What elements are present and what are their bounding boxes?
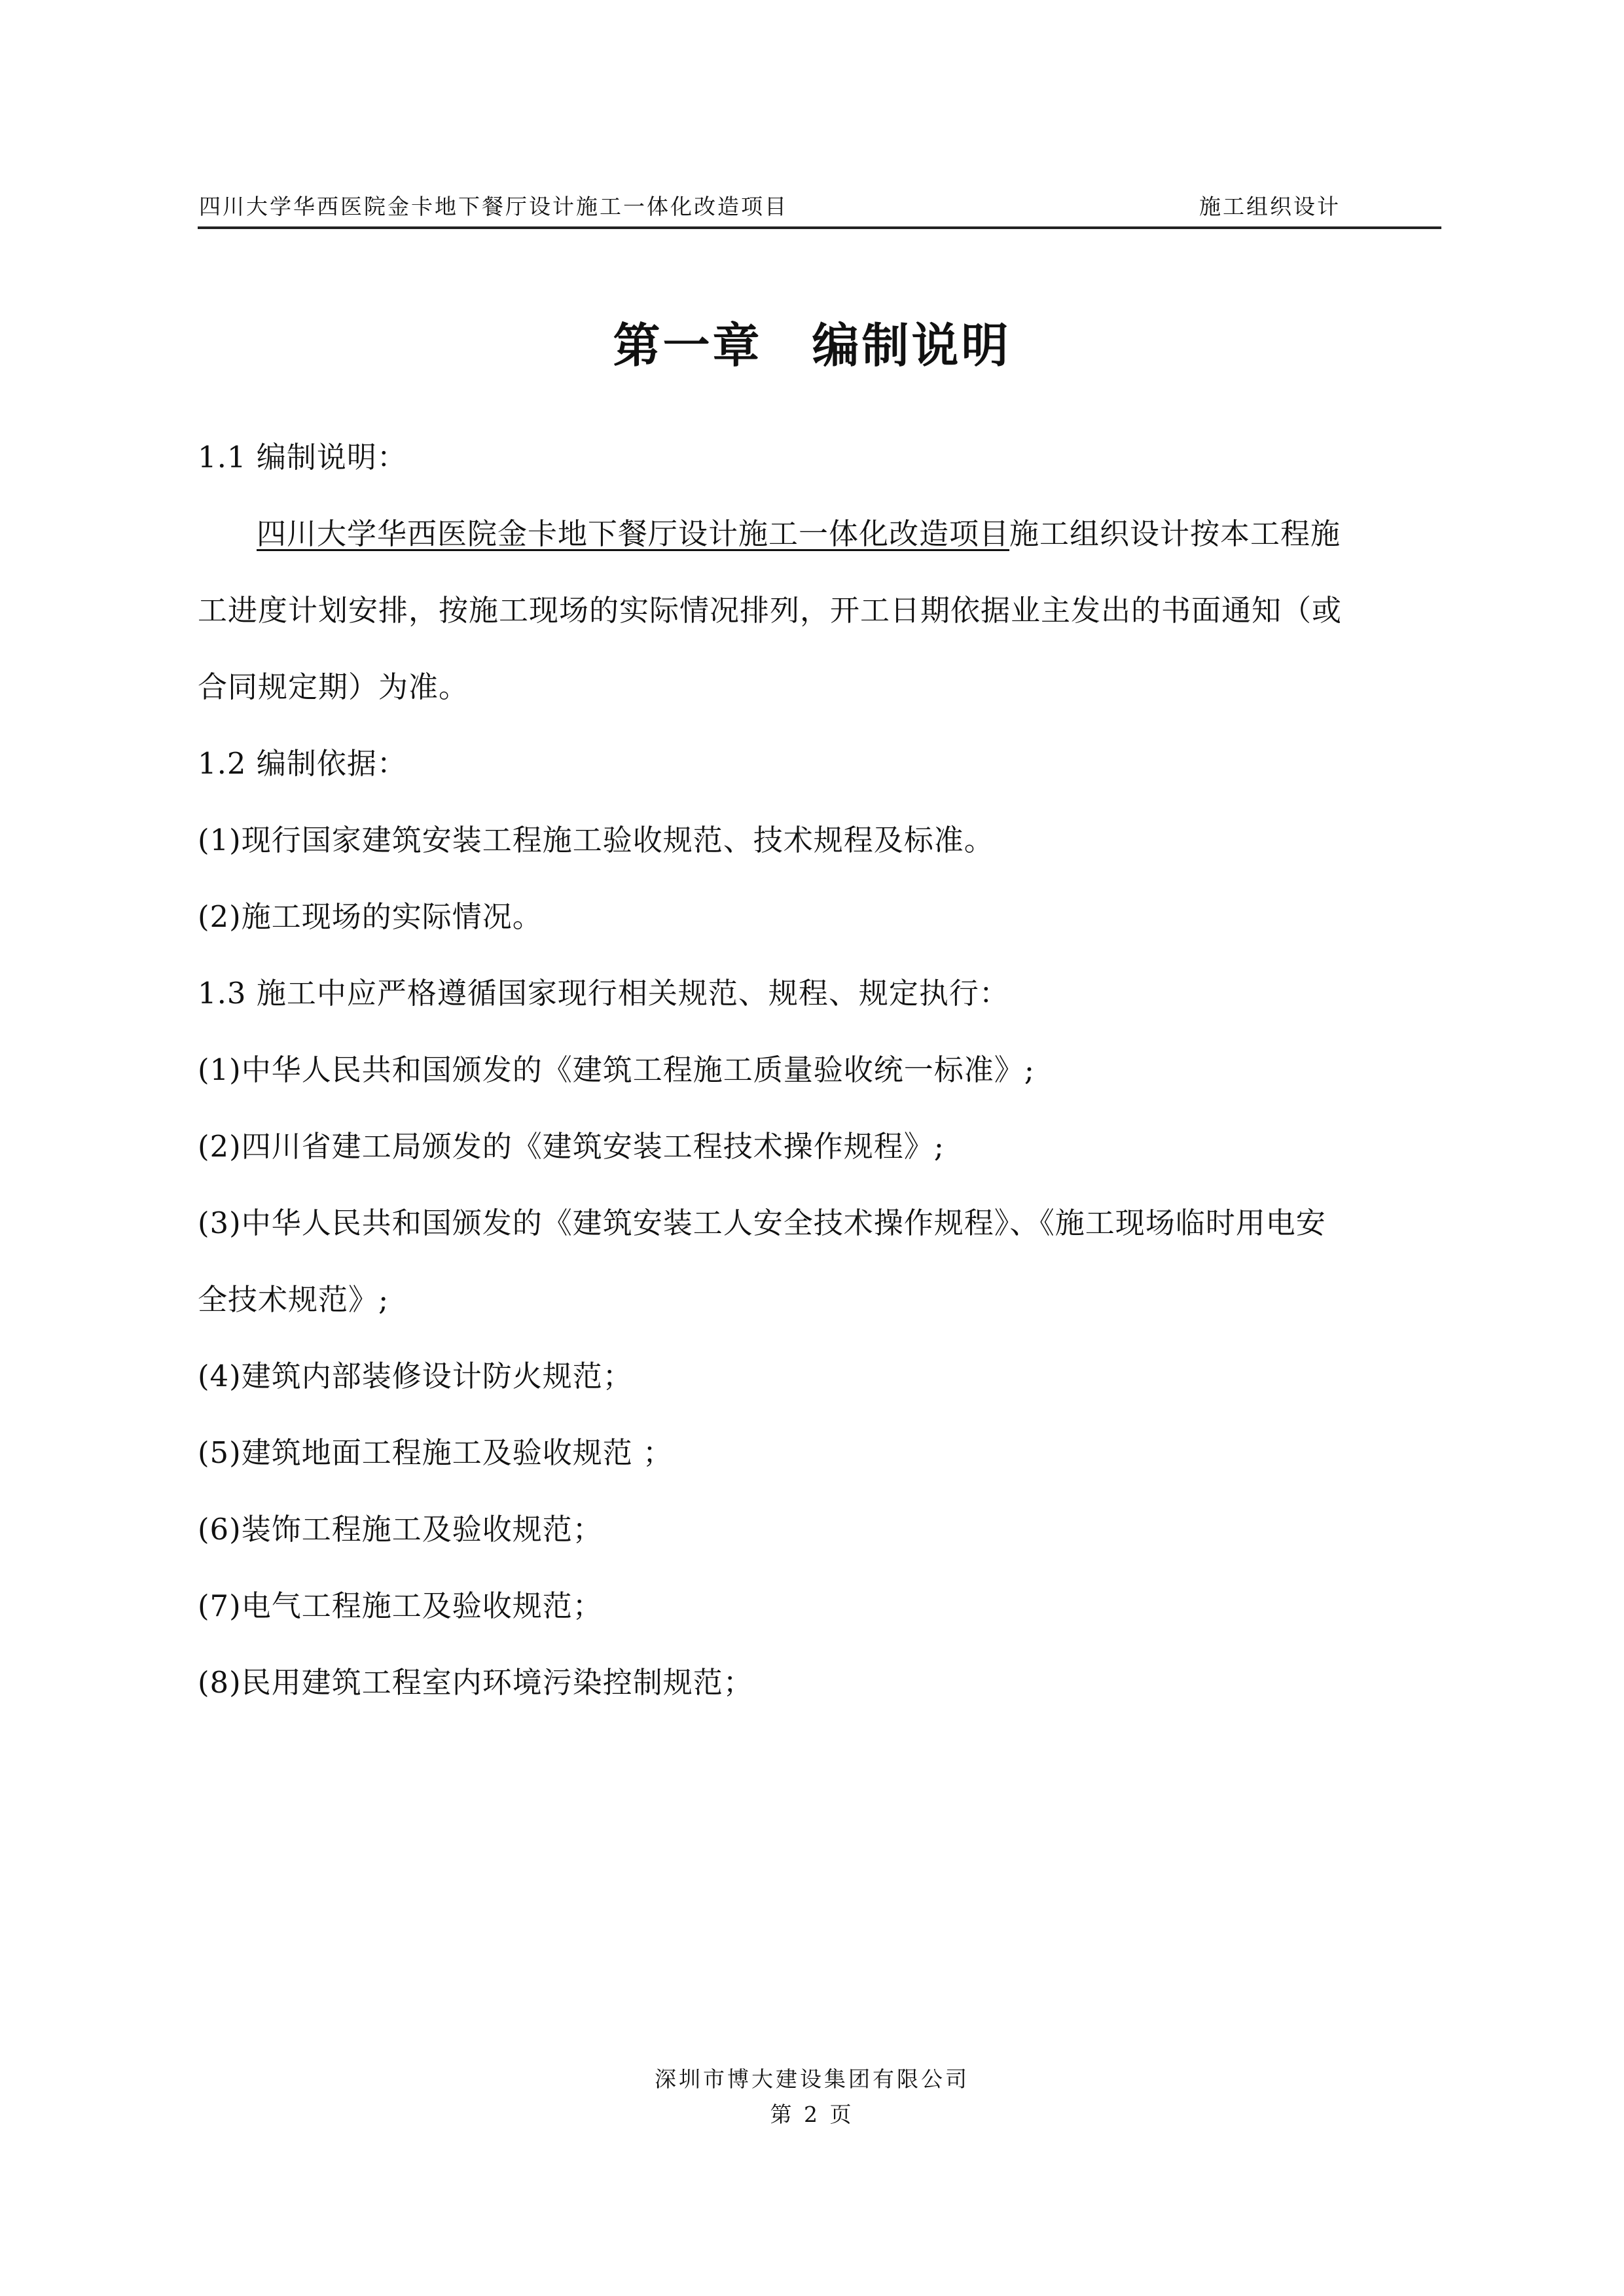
standard-item-4: (4)建筑内部装修设计防火规范；: [198, 1359, 633, 1393]
standard-item-7: (7)电气工程施工及验收规范；: [198, 1588, 603, 1623]
standard-item-2: (2)四川省建工局颁发的《建筑安装工程技术操作规程》;: [198, 1129, 945, 1164]
header-project-name: 四川大学华西医院金卡地下餐厅设计施工一体化改造项目: [199, 194, 788, 219]
standard-item-3-line-2: 全技术规范》;: [198, 1282, 389, 1317]
standard-item-5: (5)建筑地面工程施工及验收规范 ；: [198, 1435, 674, 1470]
footer-page-number: 第 2 页: [770, 2102, 854, 2127]
standard-item-3-line-1: (3)中华人民共和国颁发的《建筑安装工人安全技术操作规程》、《施工现场临时用电安: [198, 1206, 1326, 1240]
section-1-1-paragraph-line-2: 工进度计划安排，按施工现场的实际情况排列，开工日期依据业主发出的书面通知（或: [198, 593, 1343, 628]
chapter-title: 第一章 编制说明: [613, 318, 1011, 373]
section-1-1-paragraph-line-3: 合同规定期）为准。: [198, 670, 469, 704]
paragraph-line-1-rest: 施工组织设计按本工程施: [1009, 516, 1341, 551]
project-name-underlined: 四川大学华西医院金卡地下餐厅设计施工一体化改造项目: [257, 516, 1010, 551]
page-header: [198, 190, 1441, 229]
standard-item-6: (6)装饰工程施工及验收规范；: [198, 1512, 603, 1547]
footer-company-name: 深圳市博大建设集团有限公司: [655, 2066, 969, 2092]
section-1-1-paragraph-line-1: [198, 495, 1441, 572]
basis-item-1: (1)现行国家建筑安装工程施工验收规范、技术规程及标准。: [198, 823, 994, 857]
section-1-3-heading: 1.3 施工中应严格遵循国家现行相关规范、规程、规定执行：: [198, 976, 1009, 1011]
document-body: [198, 419, 1441, 1721]
standard-item-8: (8)民用建筑工程室内环境污染控制规范；: [198, 1665, 753, 1700]
section-1-2-heading: 1.2 编制依据：: [198, 746, 407, 781]
section-1-1-heading: 1.1 编制说明：: [198, 440, 407, 475]
standard-item-1: (1)中华人民共和国颁发的《建筑工程施工质量验收统一标准》;: [198, 1052, 1035, 1087]
basis-item-2: (2)施工现场的实际情况。: [198, 899, 543, 934]
page-footer: [0, 2062, 1624, 2132]
header-document-type: 施工组织设计: [1199, 194, 1341, 219]
